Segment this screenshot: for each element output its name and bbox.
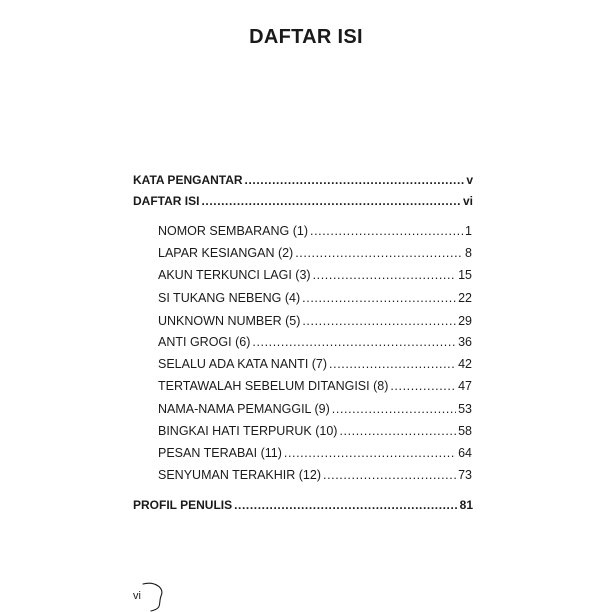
dot-leader	[245, 172, 465, 188]
toc-chapter-label: SENYUMAN TERAKHIR (12)	[158, 468, 321, 482]
toc-chapter-page: 64	[458, 446, 472, 460]
page-footer	[133, 582, 173, 612]
toc-chapter-4[interactable]	[158, 290, 472, 306]
toc-chapter-label: NOMOR SEMBARANG (1)	[158, 224, 309, 238]
dot-leader	[302, 313, 456, 329]
toc-chapter-page: 1	[465, 224, 472, 238]
dot-leader	[295, 245, 463, 261]
toc-chapter-label: BINGKAI HATI TERPURUK (10)	[158, 424, 338, 438]
toc-entry-daftar-isi[interactable]	[133, 193, 473, 209]
toc-chapter-7[interactable]	[158, 356, 472, 372]
toc-chapter-page: 42	[458, 357, 472, 371]
toc-chapter-label: NAMA-NAMA PEMANGGIL (9)	[158, 402, 330, 416]
toc-chapter-6[interactable]	[158, 334, 472, 350]
toc-chapter-11[interactable]	[158, 445, 472, 461]
toc-chapter-page: 73	[458, 468, 472, 482]
toc-chapter-label: TERTAWALAH SEBELUM DITANGISI (8)	[158, 379, 389, 393]
dot-leader	[390, 378, 456, 394]
toc-chapter-page: 53	[458, 402, 472, 416]
dot-leader	[332, 401, 456, 417]
dot-leader	[234, 497, 458, 513]
toc-chapter-3[interactable]	[158, 267, 472, 283]
toc-entry-label: KATA PENGANTAR	[133, 173, 243, 187]
dot-leader	[310, 223, 463, 239]
dot-leader	[339, 423, 456, 439]
toc-chapter-page: 58	[458, 424, 472, 438]
toc-chapter-2[interactable]	[158, 245, 472, 261]
dot-leader	[313, 267, 457, 283]
toc-chapter-label: ANTI GROGI (6)	[158, 335, 251, 349]
toc-chapter-page: 15	[458, 268, 472, 282]
toc-chapter-page: 8	[465, 246, 472, 260]
toc-entry-page: v	[466, 173, 473, 187]
toc-chapter-page: 29	[458, 314, 472, 328]
toc-entry-label: PROFIL PENULIS	[133, 498, 233, 512]
toc-chapter-10[interactable]	[158, 423, 472, 439]
page-number: vi	[133, 590, 141, 602]
dot-leader	[329, 356, 456, 372]
dot-leader	[201, 193, 461, 209]
toc-entry-label: DAFTAR ISI	[133, 194, 200, 208]
toc-chapter-5[interactable]	[158, 313, 472, 329]
toc-chapter-page: 47	[458, 379, 472, 393]
toc-entry-page: vi	[462, 194, 473, 208]
toc-entry-kata-pengantar[interactable]	[133, 172, 473, 188]
dot-leader	[323, 467, 456, 483]
toc-chapter-1[interactable]	[158, 223, 472, 239]
toc-chapter-label: LAPAR KESIANGAN (2)	[158, 246, 294, 260]
toc-chapter-page: 36	[458, 335, 472, 349]
toc-chapter-label: UNKNOWN NUMBER (5)	[158, 314, 301, 328]
toc-entry-page: 81	[459, 498, 473, 512]
dot-leader	[284, 445, 456, 461]
toc-chapter-label: SELALU ADA KATA NANTI (7)	[158, 357, 328, 371]
toc-chapter-page: 22	[458, 291, 472, 305]
toc-chapter-label: SI TUKANG NEBENG (4)	[158, 291, 301, 305]
toc-chapter-label: AKUN TERKUNCI LAGI (3)	[158, 268, 311, 282]
toc-chapter-8[interactable]	[158, 378, 472, 394]
page-title: DAFTAR ISI	[249, 26, 363, 48]
dot-leader	[252, 334, 456, 350]
toc-chapter-9[interactable]	[158, 401, 472, 417]
toc-entry-profil-penulis[interactable]	[133, 497, 473, 513]
toc-chapter-label: PESAN TERABAI (11)	[158, 446, 282, 460]
toc-chapter-12[interactable]	[158, 467, 472, 483]
dot-leader	[302, 290, 456, 306]
